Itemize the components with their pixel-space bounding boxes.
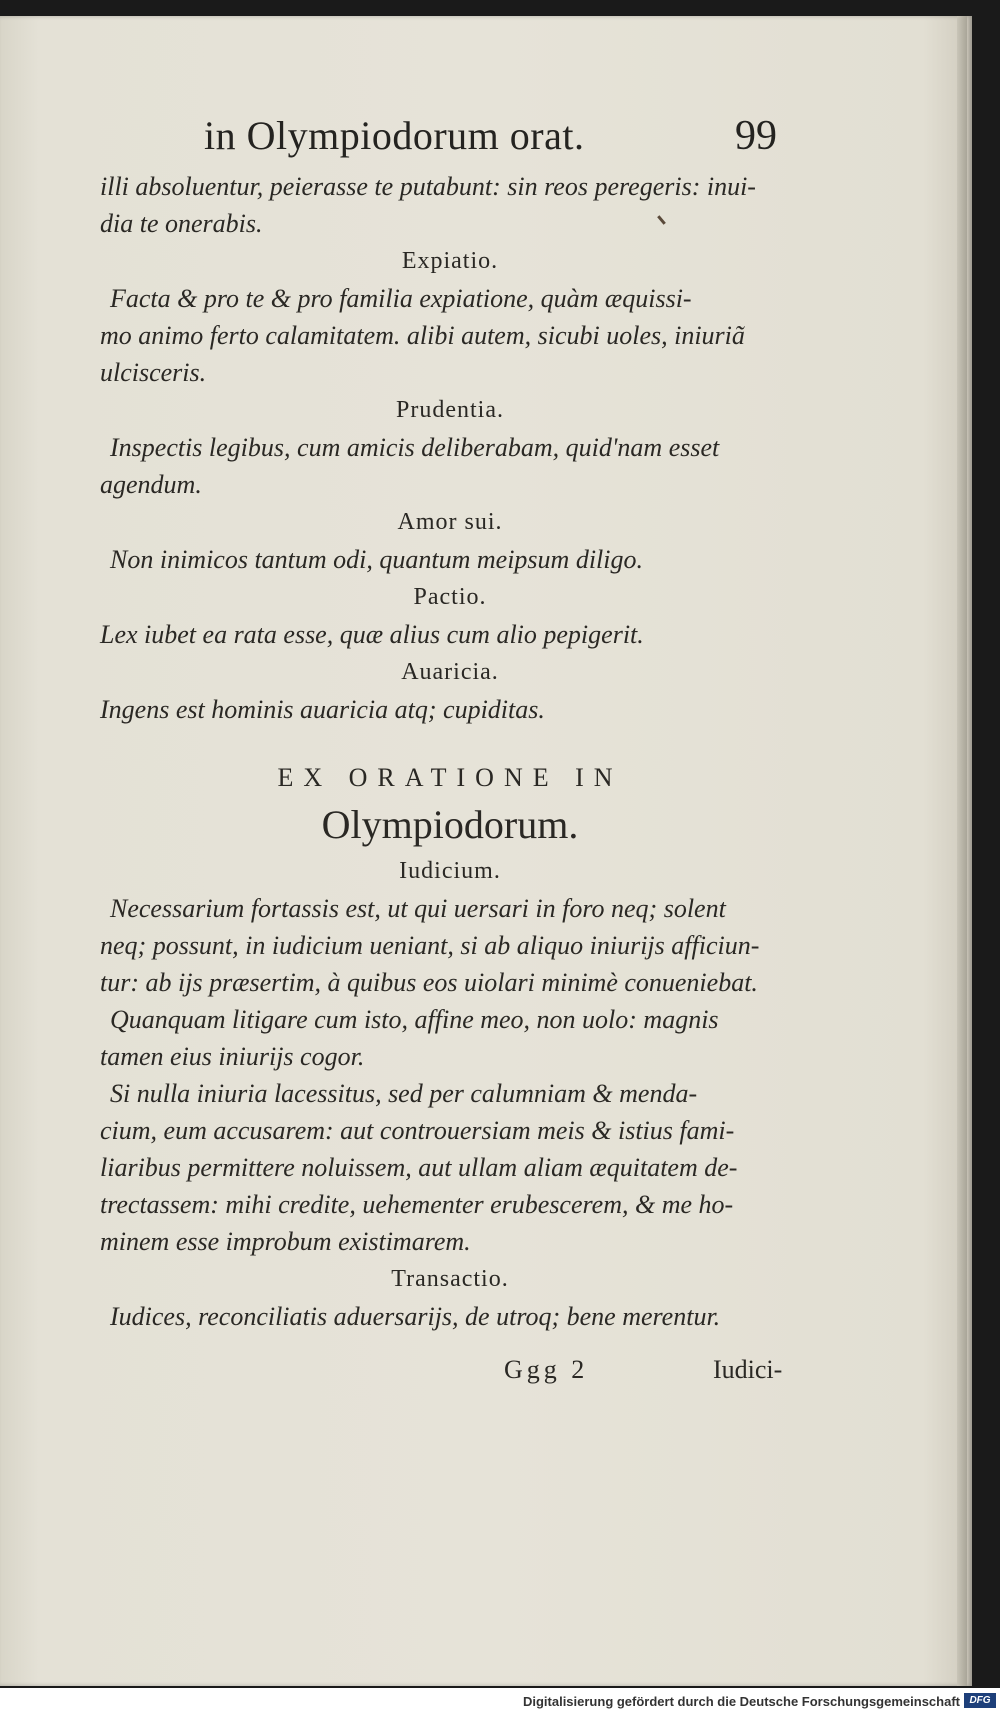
text-line: trectassem: mihi credite, uehementer erubescerem, & me ho-	[100, 1190, 734, 1219]
text-line: Facta & pro te & pro familia expiatione, quàm æquissi-	[110, 284, 692, 313]
page-edge	[957, 16, 967, 1686]
section-heading: Prudentia.	[396, 397, 504, 423]
digitization-footer	[0, 1688, 1000, 1713]
section-heading: Iudicium.	[399, 858, 501, 884]
section-title-line2: Olympiodorum.	[321, 802, 579, 847]
text-line: Ingens est hominis auaricia atq; cupiditas.	[100, 695, 545, 724]
page-number: 99	[735, 113, 777, 159]
text-line: Iudices, reconciliatis aduersarijs, de utroq; bene merentur.	[110, 1302, 721, 1331]
text-line: neq; possunt, in iudicium ueniant, si ab aliquo iniurijs afficiun-	[100, 931, 760, 960]
page-body	[100, 168, 800, 1335]
section-heading: Amor sui.	[397, 509, 503, 535]
section-heading: Expiatio.	[401, 248, 499, 274]
text-line: dia te onerabis.	[100, 209, 263, 238]
section-title-line1: EX ORATIONE IN	[277, 763, 623, 792]
text-line: illi absoluentur, peierasse te putabunt: sin reos peregeris: inui-	[100, 172, 756, 201]
text-line: Inspectis legibus, cum amicis deliberabam, quid'nam esset	[110, 433, 720, 462]
running-title: in Olympiodorum orat.	[204, 113, 585, 158]
text-line: Quanquam litigare cum isto, affine meo, non uolo: magnis	[110, 1005, 719, 1034]
text-line: agendum.	[100, 470, 202, 499]
catchword: Iudici-	[713, 1355, 783, 1384]
page-foot	[0, 1355, 972, 1395]
section-heading: Pactio.	[413, 584, 487, 610]
text-line: Si nulla iniuria lacessitus, sed per calumniam & menda-	[110, 1079, 698, 1108]
text-line: tur: ab ijs præsertim, à quibus eos uiolari minimè conueniebat.	[100, 968, 758, 997]
signature-mark: Ggg 2	[504, 1355, 589, 1384]
text-line: minem esse improbum existimarem.	[100, 1227, 471, 1256]
footer-credit: Digitalisierung gefördert durch die Deutsche Forschungsgemeinschaft	[522, 1694, 960, 1709]
text-block-2	[100, 852, 800, 1335]
text-line: ulcisceris.	[100, 358, 207, 387]
text-line: cium, eum accusarem: aut controuersiam meis & istius fami-	[100, 1116, 735, 1145]
section-heading: Transactio.	[391, 1266, 509, 1292]
text-line: liaribus permittere noluissem, aut ullam aliam æquitatem de-	[100, 1153, 738, 1182]
text-line: Non inimicos tantum odi, quantum meipsum diligo.	[110, 545, 643, 574]
section-heading: Auaricia.	[401, 659, 499, 685]
page-header	[0, 112, 972, 164]
dfg-logo: DFG	[964, 1693, 996, 1708]
text-line: mo animo ferto calamitatem. alibi autem, sicubi uoles, iniuriã	[100, 321, 745, 350]
text-line: Necessarium fortassis est, ut qui uersari in foro neq; solent	[110, 894, 726, 923]
text-line: tamen eius iniurijs cogor.	[100, 1042, 365, 1071]
text-block-1	[100, 168, 800, 728]
text-line: Lex iubet ea rata esse, quæ alius cum alio pepigerit.	[100, 620, 644, 649]
